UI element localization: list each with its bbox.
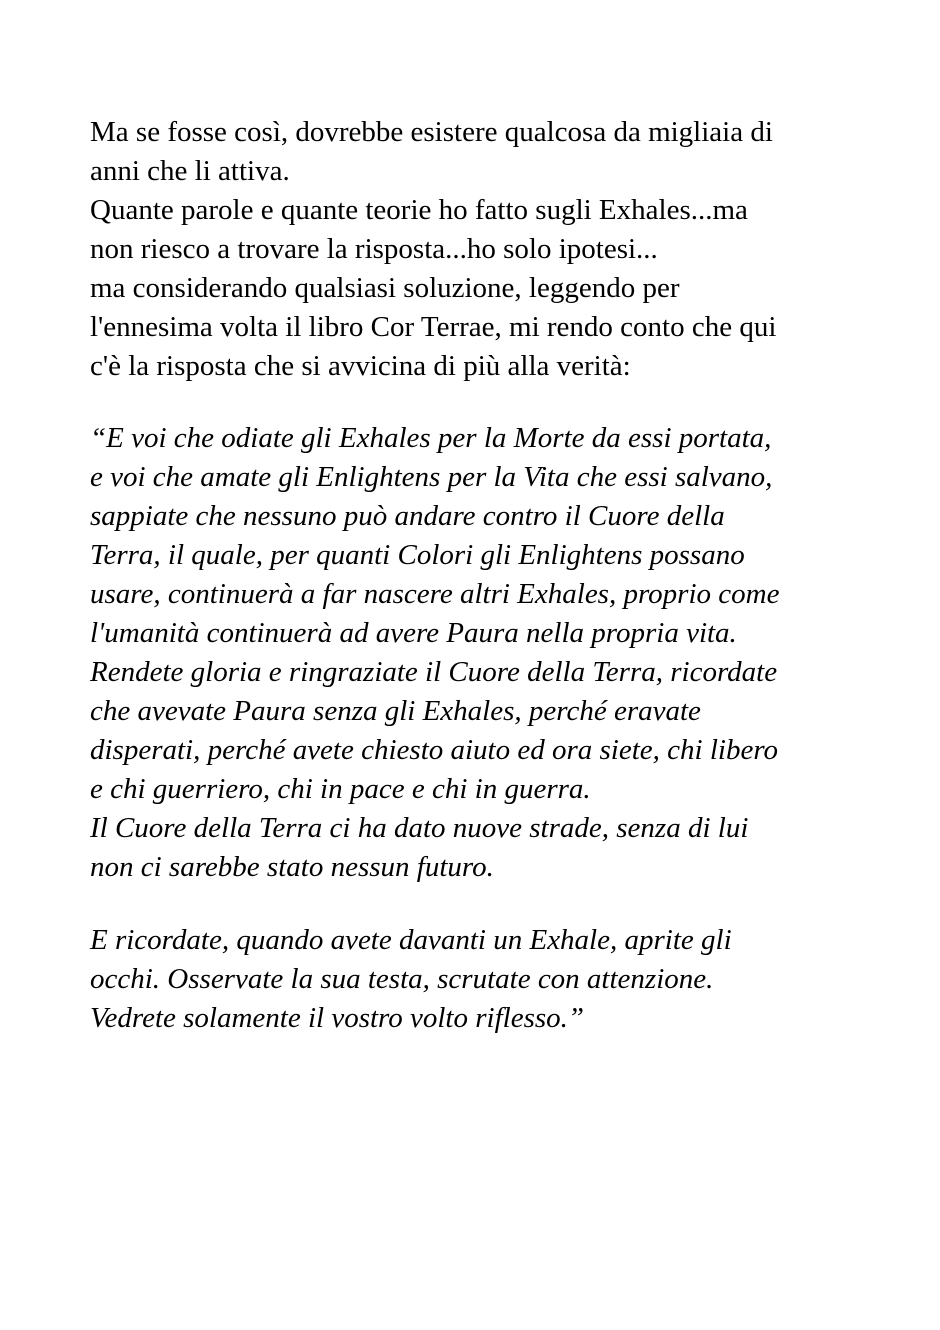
intro-paragraph: [90, 113, 870, 386]
text-line: anni che li attiva.: [90, 155, 290, 187]
quote-line: non ci sarebbe stato nessun futuro.: [90, 851, 494, 883]
quote-line: e voi che amate gli Enlightens per la Vita che essi salvano,: [90, 461, 773, 493]
quote-paragraph: [90, 419, 870, 887]
quote-line: Terra, il quale, per quanti Colori gli Enlightens possano: [90, 539, 745, 571]
quote-line: Vedrete solamente il vostro volto riflesso.”: [90, 1002, 585, 1034]
text-line: l'ennesima volta il libro Cor Terrae, mi rendo conto che qui: [90, 311, 777, 343]
text-line: Quante parole e quante teorie ho fatto sugli Exhales...ma: [90, 194, 748, 226]
quote-line: occhi. Osservate la sua testa, scrutate con attenzione.: [90, 963, 714, 995]
quote-line: disperati, perché avete chiesto aiuto ed ora siete, chi libero: [90, 734, 779, 766]
quote-line: usare, continuerà a far nascere altri Exhales, proprio come: [90, 578, 780, 610]
text-line: c'è la risposta che si avvicina di più alla verità:: [90, 350, 631, 382]
text-line: Ma se fosse così, dovrebbe esistere qualcosa da migliaia di: [90, 116, 773, 148]
quote-line: E ricordate, quando avete davanti un Exhale, aprite gli: [90, 924, 732, 956]
quote-line: sappiate che nessuno può andare contro il Cuore della: [90, 500, 725, 532]
quote-line: l'umanità continuerà ad avere Paura nella propria vita.: [90, 617, 737, 649]
quote-closing-paragraph: [90, 921, 870, 1038]
quote-line: Il Cuore della Terra ci ha dato nuove strade, senza di lui: [90, 812, 749, 844]
quote-line: e chi guerriero, chi in pace e chi in guerra.: [90, 773, 591, 805]
quote-line: che avevate Paura senza gli Exhales, perché eravate: [90, 695, 701, 727]
text-line: ma considerando qualsiasi soluzione, leggendo per: [90, 272, 680, 304]
text-line: non riesco a trovare la risposta...ho solo ipotesi...: [90, 233, 658, 265]
quote-line: Rendete gloria e ringraziate il Cuore della Terra, ricordate: [90, 656, 778, 688]
quote-line: “E voi che odiate gli Exhales per la Morte da essi portata,: [90, 422, 772, 454]
